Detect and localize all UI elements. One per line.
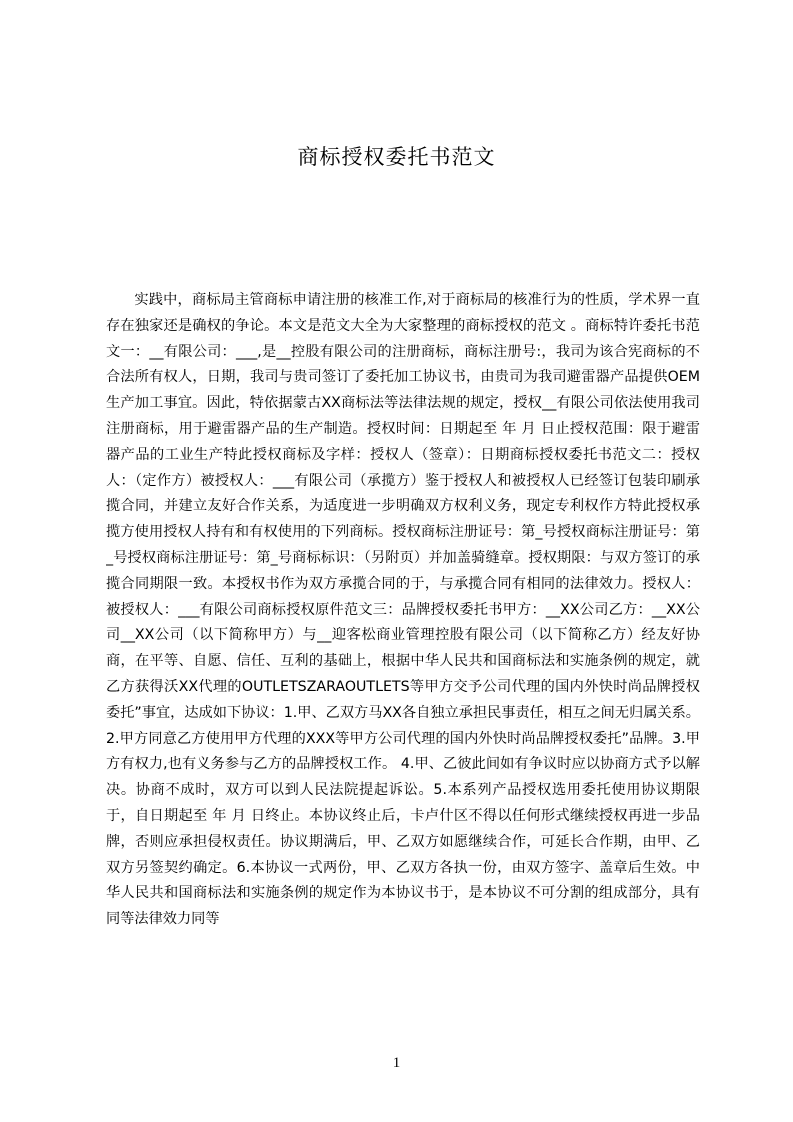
body-paragraph: 实践中，商标局主管商标申请注册的核准工作,对于商标局的核准行为的性质，学术界一直存在独家还是确权的争论。本文是范文大全为大家整理的商标授权的范文 。商标特许委托书范文一：__有限公司：___,是__控股有限公司的注册商标，商标注册号:，我司为该合宪商标的不合法所有权人，日期，我司与贵司签订了委托加工协议书，由贵司为我司避雷器产品提供OEM生产加工事宜。因此，特依据蒙古XX商标法等法律法规的规定，授权__有限公司依法使用我司注册商标，用于避雷器产品的生产制造。授权时间：日期起至 年 月 日止授权范围：限于避雷器产品的工业生产特此授权商标及字样：授权人（签章）：日期商标授权委托书范文二：授权人：（定作方）被授权人：___有限公司（承揽方）鉴于授权人和被授权人已经签订包装印刷承揽合同，并建立友好合作关系，为适度进一步明确双方权利义务，现定专利权作方特此授权承揽方使用授权人持有和有权使用的下列商标。授权商标注册证号：第_号授权商标注册证号：第_号授权商标注册证号：第_号商标标识：（另附页）并加盖骑缝章。授权期限：与双方签订的承揽合同期限一致。本授权书作为双方承揽合同的于，与承揽合同有相同的法律效力。授权人：被授权人：___有限公司商标授权原件范文三：品牌授权委托书甲方：__XX公司乙方：__XX公司__XX公司（以下简称甲方）与__迎客松商业管理控股有限公司（以下简称乙方）经友好协商，在平等、自愿、信任、互利的基础上，根据中华人民共和国商标法和实施条例的规定，就乙方获得沃XX代理的OUTLETSZARAOUTLETS等甲方交予公司代理的国内外快时尚品牌授权委托”事宜，达成如下协议：1.甲、乙双方马XX各自独立承担民事责任，相互之间无归属关系。2.甲方同意乙方使用甲方代理的XXX等甲方公司代理的国内外快时尚品牌授权委托”品牌。3.甲方有权力,也有义务参与乙方的品牌授权工作。 4.甲、乙彼此间如有争议时应以协商方式予以解决。协商不成时，双方可以到人民法院提起诉讼。5.本系列产品授权选用委托使用协议期限于，自日期起至 年 月 日终止。本协议终止后，卡卢什区不得以任何形式继续授权再进一步品牌，否则应承担侵权责任。协议期满后，甲、乙双方如愿继续合作，可延长合作期，由甲、乙双方另签契约确定。6.本协议一式两份，甲、乙双方各执一份，由双方签字、盖章后生效。中华人民共和国商标法和实施条例的规定作为本协议书于，是本协议不可分割的组成部分，具有同等法律效力同等 (106, 292, 700, 928)
document-title: 商标授权委托书范文 (297, 145, 496, 169)
page-number: 1 (392, 1055, 401, 1071)
